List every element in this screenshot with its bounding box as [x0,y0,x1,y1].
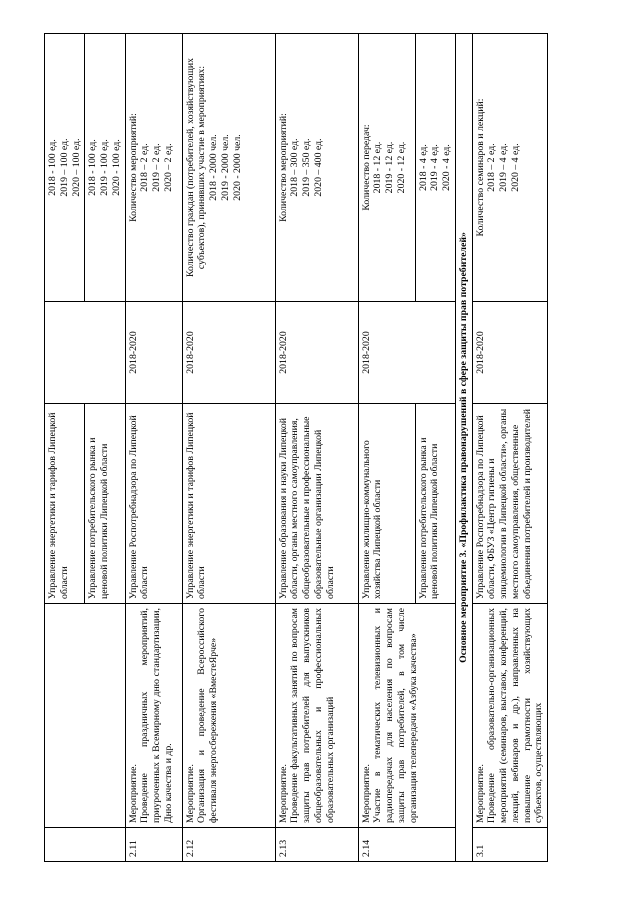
row-number-cell [45,828,126,862]
row-number-cell: 2.14 [358,828,455,862]
table-row [358,34,415,862]
row-number-cell: 2.12 [182,828,275,862]
indicator-cell: 2018 - 100 ед. 2019 - 100 ед. 2020 - 100 ед. [85,34,125,302]
executor-cell: Управление потребительского рынка и ценовой политики Липецкой области [415,404,455,604]
period-cell: 2018-2020 [358,302,455,404]
executor-cell: Управление образования и науки Липецкой области, органы местного самоуправления, общеобразовательные и профессиональные образовательные организации Липецкой области [275,404,358,604]
table-row [472,34,548,862]
event-cell: Мероприятие. Организация и проведение Всероссийского фестиваля энергосбережения «ВместеЯрче» [182,604,275,828]
section-heading: Основное мероприятие 3. «Профилактика правонарушений в сфере защиты прав потребителей» [455,34,472,862]
event-cell: Мероприятие. Участие в тематических телевизионных и радиопередачах для населения по вопросам защиты прав потребителей, в том числе организация телепередачи «Азбука качества» [358,604,455,828]
table-row [45,34,85,862]
indicator-cell: Количество граждан (потребителей, хозяйствующих субъектов), принявших участие в мероприятиях: 2018 - 2000 чел. 2019 - 2000 чел. 2020 - 2000 чел. [182,34,275,302]
executor-cell: Управление энергетики и тарифов Липецкой области [182,404,275,604]
executor-cell: Управление Роспотребнадзора по Липецкой области, ФБУЗ «Центр гигиены и эпидемиологии в Липецкой области», органы местного самоуправления, общественные объединения потребителей и производителей [472,404,548,604]
row-number-cell: 2.13 [275,828,358,862]
event-cell: Мероприятие. Проведение факультативных занятий по вопросам защиты прав потребителей для выпускников общеобразовательных и профессиональных образовательных организаций [275,604,358,828]
section-heading-row [455,34,472,862]
period-cell: 2018-2020 [125,302,182,404]
row-number-cell: 3.1 [472,828,548,862]
executor-cell: Управление Роспотребнадзора по Липецкой области [125,404,182,604]
executor-cell: Управление жилищно-коммунального хозяйства Липецкой области [358,404,415,604]
event-cell: Мероприятие. Проведение образовательно-организационных мероприятий (семинаров, выставок, конференций, лекций, вебинаров и др.), направленных на повышение грамотности хозяйствующих субъектов, осуществляющих [472,604,548,828]
row-number-cell: 2.11 [125,828,182,862]
period-cell [45,302,126,404]
period-cell: 2018-2020 [275,302,358,404]
indicator-cell: Количество передач: 2018 - 12 ед. 2019 - 12 ед. 2020 - 12 ед. [358,34,415,302]
event-cell: Мероприятие. Проведение праздничных мероприятий, приуроченных к Всемирному дню стандартизации, Дню качества и др. [125,604,182,828]
period-cell: 2018-2020 [182,302,275,404]
table-row [125,34,182,862]
table-row [275,34,358,862]
program-measures-table [44,33,548,862]
indicator-cell: Количество мероприятий: 2018 – 300 ед. 2019 – 350 ед. 2020 – 400 ед. [275,34,358,302]
period-cell: 2018-2020 [472,302,548,404]
indicator-cell: Количество мероприятий: 2018 – 2 ед. 2019 – 2 ед. 2020 – 2 ед. [125,34,182,302]
indicator-cell: Количество семинаров и лекций: 2018 – 2 ед. 2019 – 4 ед. 2020 – 4 ед. [472,34,548,302]
executor-cell: Управление энергетики и тарифов Липецкой области [45,404,85,604]
indicator-cell: 2018 - 100 ед. 2019 – 100 ед. 2020 – 100 ед. [45,34,85,302]
indicator-cell: 2018 - 4 ед. 2019 - 4 ед. 2020 - 4 ед. [415,34,455,302]
table-row [182,34,275,862]
executor-cell: Управление потребительского рынка и ценовой политики Липецкой области [85,404,125,604]
event-cell [45,604,126,828]
